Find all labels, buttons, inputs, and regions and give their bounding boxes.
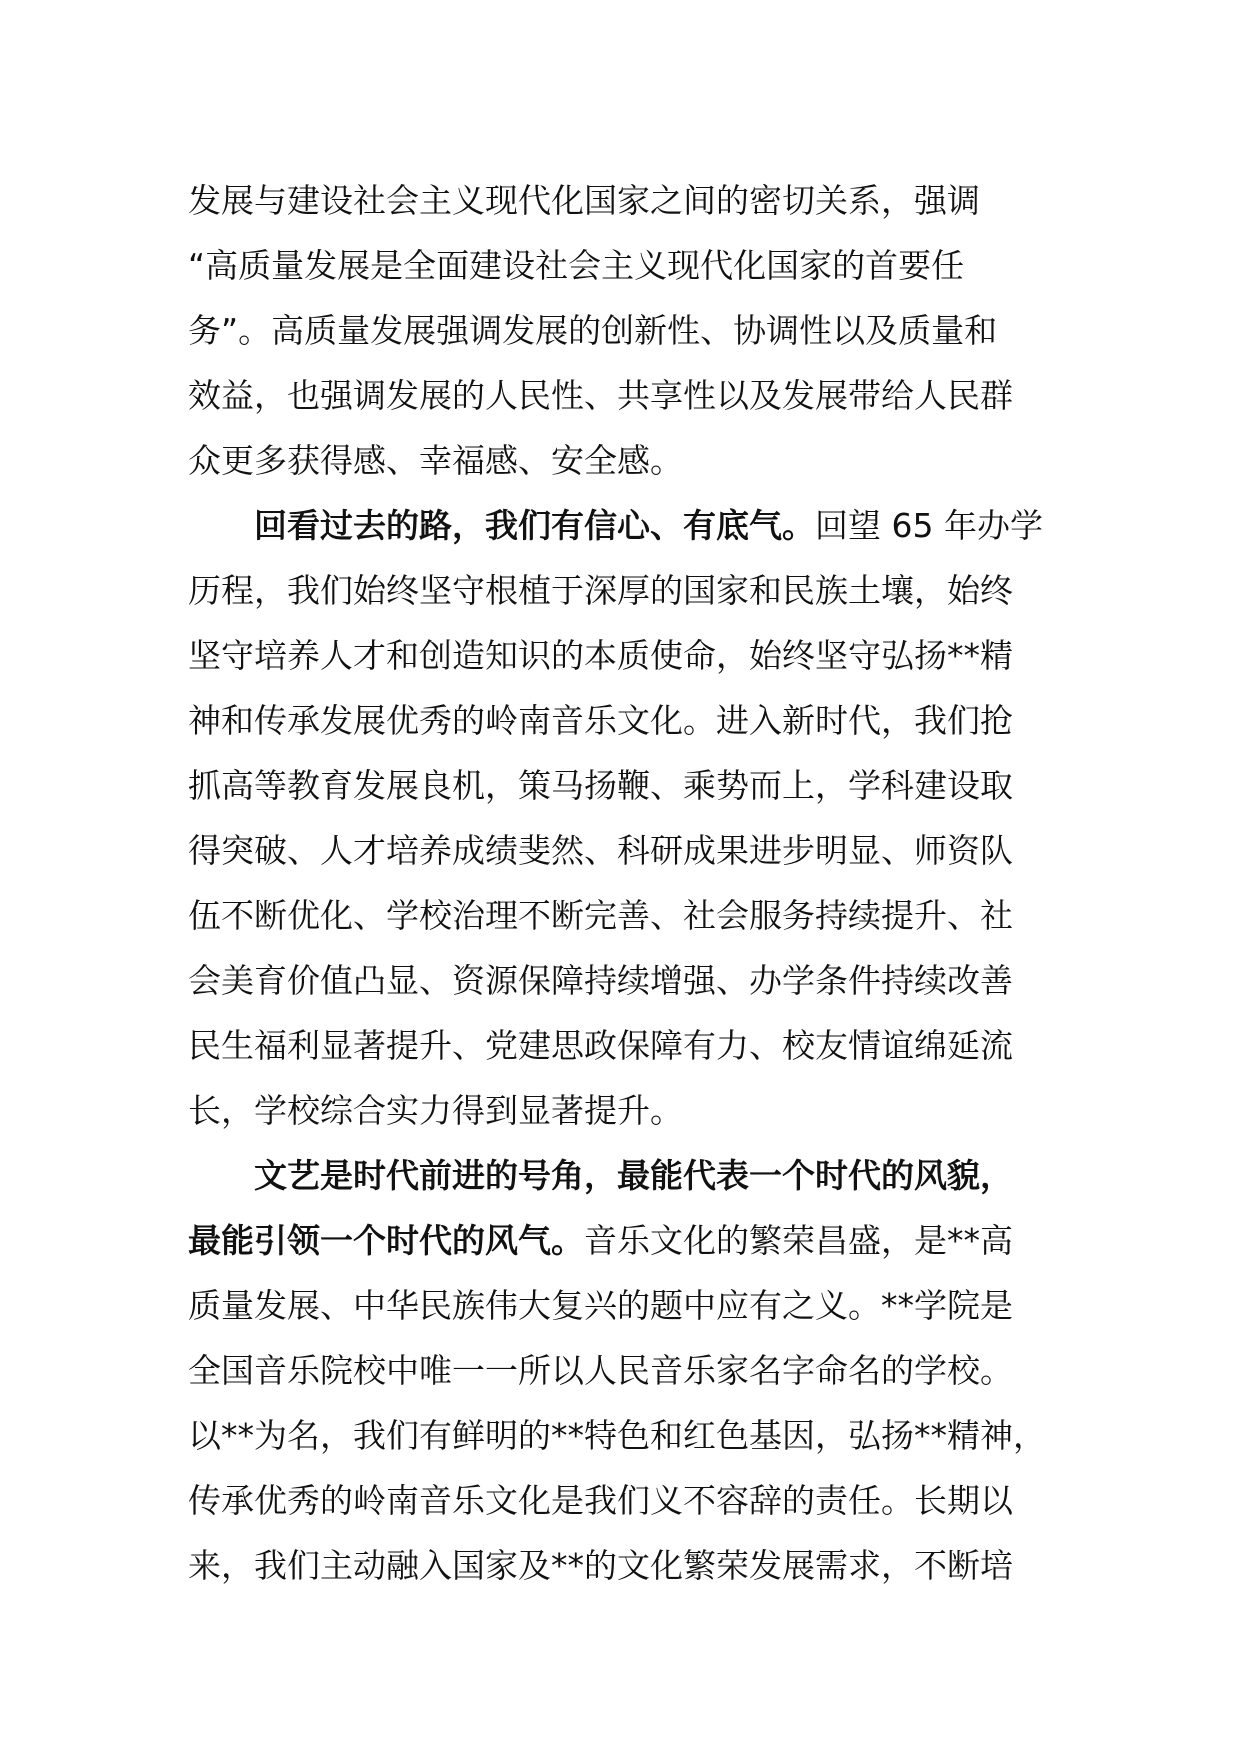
paragraph-line	[188, 1533, 1068, 1598]
text-run: 长，学校综合实力得到显著提升。	[188, 1091, 683, 1130]
paragraph-line	[188, 493, 1068, 558]
text-run: 音乐文化的繁荣昌盛，是**高	[584, 1221, 1013, 1260]
text-run: 坚守培养人才和创造知识的本质使命，始终坚守弘扬**精	[188, 636, 1013, 675]
paragraph-line	[188, 428, 1068, 493]
paragraph-line	[188, 298, 1068, 363]
bold-lead-text: 最能引领一个时代的风气。	[188, 1221, 584, 1260]
paragraph-line	[188, 883, 1068, 948]
paragraph-line	[188, 1208, 1068, 1273]
paragraph-line	[188, 1273, 1068, 1338]
paragraph-1	[188, 168, 1068, 493]
text-run: 历程，我们始终坚守根植于深厚的国家和民族土壤，始终	[188, 571, 1013, 610]
text-run: 抓高等教育发展良机，策马扬鞭、乘势而上，学科建设取	[188, 766, 1013, 805]
paragraph-line	[188, 1078, 1068, 1143]
paragraph-line	[188, 1013, 1068, 1078]
paragraph-line	[188, 1468, 1068, 1533]
paragraph-line	[188, 168, 1068, 233]
paragraph-line	[188, 1338, 1068, 1403]
text-run: 效益，也强调发展的人民性、共享性以及发展带给人民群	[188, 376, 1013, 415]
bold-lead-text: 文艺是时代前进的号角，最能代表一个时代的风貌，	[254, 1156, 1013, 1195]
paragraph-3	[188, 1143, 1068, 1598]
bold-lead-text: 回看过去的路，我们有信心、有底气。	[254, 506, 815, 545]
text-run: 全国音乐院校中唯一一所以人民音乐家名字命名的学校。	[188, 1351, 1013, 1390]
text-run: 民生福利显著提升、党建思政保障有力、校友情谊绵延流	[188, 1026, 1013, 1065]
text-run: 传承优秀的岭南音乐文化是我们义不容辞的责任。长期以	[188, 1481, 1013, 1520]
paragraph-line	[188, 948, 1068, 1013]
paragraph-line	[188, 818, 1068, 883]
paragraph-line	[188, 363, 1068, 428]
paragraph-2	[188, 493, 1068, 1143]
paragraph-line	[188, 1403, 1068, 1468]
document-body	[188, 168, 1068, 1598]
paragraph-line	[188, 1143, 1068, 1208]
text-run: 得突破、人才培养成绩斐然、科研成果进步明显、师资队	[188, 831, 1013, 870]
paragraph-line	[188, 623, 1068, 688]
text-run: 以**为名，我们有鲜明的**特色和红色基因，弘扬**精神，	[188, 1416, 1046, 1455]
text-run: 来，我们主动融入国家及**的文化繁荣发展需求，不断培	[188, 1546, 1013, 1585]
paragraph-line	[188, 688, 1068, 753]
text-run: 会美育价值凸显、资源保障持续增强、办学条件持续改善	[188, 961, 1013, 1000]
paragraph-line	[188, 753, 1068, 818]
text-run: 众更多获得感、幸福感、安全感。	[188, 441, 683, 480]
text-run: 发展与建设社会主义现代化国家之间的密切关系，强调	[188, 181, 980, 220]
text-run: 回望 65 年办学	[815, 506, 1043, 545]
text-run: 务”。高质量发展强调发展的创新性、协调性以及质量和	[188, 311, 998, 350]
text-run: 神和传承发展优秀的岭南音乐文化。进入新时代，我们抢	[188, 701, 1013, 740]
paragraph-line	[188, 233, 1068, 298]
text-run: 伍不断优化、学校治理不断完善、社会服务持续提升、社	[188, 896, 1013, 935]
paragraph-line	[188, 558, 1068, 623]
text-run: “高质量发展是全面建设社会主义现代化国家的首要任	[188, 246, 965, 285]
text-run: 质量发展、中华民族伟大复兴的题中应有之义。**学院是	[188, 1286, 1013, 1325]
